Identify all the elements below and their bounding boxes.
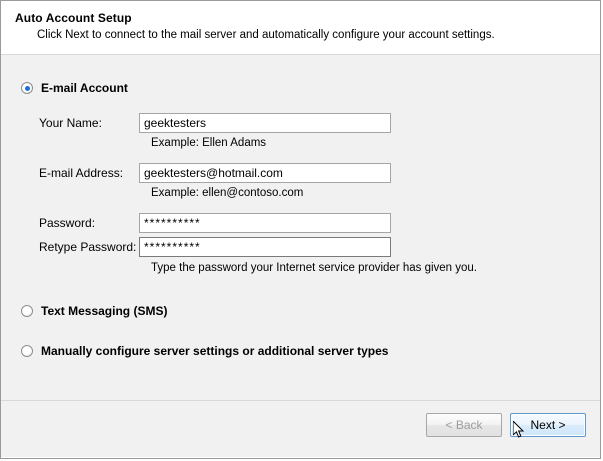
retype-password-row bbox=[39, 237, 600, 257]
your-name-label: Your Name: bbox=[39, 116, 102, 130]
page-subtitle: Click Next to connect to the mail server and automatically configure your account settings. bbox=[37, 29, 495, 41]
password-input[interactable] bbox=[139, 213, 391, 233]
option-text-messaging[interactable] bbox=[1, 304, 600, 318]
email-address-row bbox=[39, 163, 600, 183]
option-email-account-label: E-mail Account bbox=[41, 81, 128, 95]
your-name-row bbox=[39, 113, 600, 133]
email-address-input[interactable] bbox=[139, 163, 391, 183]
back-button[interactable]: < Back bbox=[426, 413, 502, 437]
password-label: Password: bbox=[39, 216, 96, 230]
radio-text-messaging-icon[interactable] bbox=[21, 305, 33, 317]
dialog-footer bbox=[1, 401, 600, 457]
dialog-body bbox=[1, 55, 600, 401]
option-manual-config-label: Manually configure server settings or additional server types bbox=[41, 344, 389, 358]
page-title: Auto Account Setup bbox=[15, 11, 132, 25]
option-text-messaging-label: Text Messaging (SMS) bbox=[41, 304, 168, 318]
password-hint: Type the password your Internet service provider has given you. bbox=[151, 262, 478, 274]
retype-password-input[interactable] bbox=[139, 237, 391, 257]
account-fields bbox=[1, 113, 600, 274]
option-email-account[interactable] bbox=[1, 81, 600, 95]
radio-manual-config-icon[interactable] bbox=[21, 345, 33, 357]
option-manual-config[interactable] bbox=[1, 344, 600, 358]
retype-password-label: Retype Password: bbox=[39, 240, 137, 254]
password-row bbox=[39, 213, 600, 233]
email-address-label: E-mail Address: bbox=[39, 166, 124, 180]
your-name-input[interactable] bbox=[139, 113, 391, 133]
email-address-hint: Example: ellen@contoso.com bbox=[151, 187, 304, 199]
dialog-header bbox=[1, 1, 600, 55]
your-name-hint: Example: Ellen Adams bbox=[151, 137, 267, 149]
next-button[interactable]: Next > bbox=[510, 413, 586, 437]
radio-email-account-icon[interactable] bbox=[21, 82, 33, 94]
